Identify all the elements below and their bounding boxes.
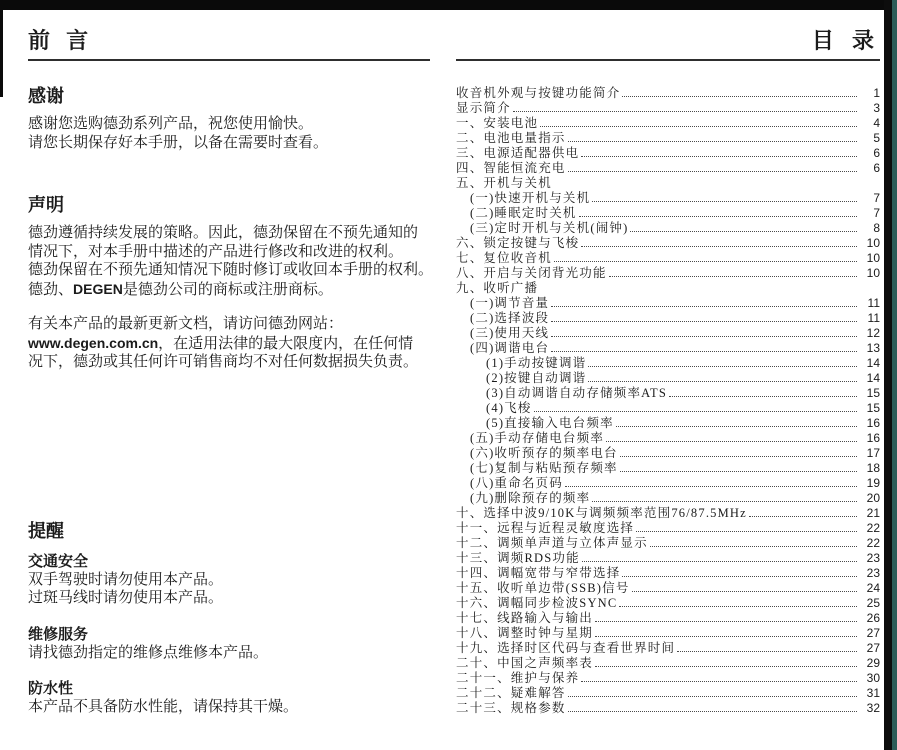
toc-entry: [456, 506, 880, 521]
toc-page-number: 10: [866, 266, 880, 280]
toc-entry-title: (5)直接输入电台频率: [486, 416, 614, 430]
toc-dot-leader: [630, 231, 857, 232]
right-border-bar: [884, 0, 892, 750]
toc-dot-leader: [749, 516, 857, 517]
toc-dot-leader: [551, 336, 857, 337]
toc-page-number: 27: [866, 626, 880, 640]
line-segment: 是德劲公司的商标或注册商标。: [122, 281, 333, 298]
toc-entry-title: 五、开机与关机: [456, 176, 552, 190]
toc-entry: [456, 641, 880, 656]
paragraph-line: 本产品不具备防水性能，请保持其干燥。: [28, 699, 299, 715]
toc-entry: [456, 656, 880, 671]
toc-page-number: 20: [866, 491, 880, 505]
toc-entry-title: 十、选择中波9/10K与调频频率范围76/87.5MHz: [456, 506, 747, 520]
paragraph-line: 有关本产品的最新更新文档，请访问德劲网站：: [28, 316, 344, 332]
right-edge-teal-strip: [892, 0, 897, 750]
paragraph-line: 双手驾驶时请勿使用本产品。: [28, 571, 224, 588]
toc-page-number: 22: [866, 536, 880, 550]
statement-paragraph-2: [28, 315, 430, 372]
line-segment: ，在适用法律的最大限度内，在任何情: [158, 335, 414, 352]
toc-dot-leader: [534, 411, 857, 412]
toc-page-number: 25: [866, 596, 880, 610]
toc-entry-title: 十二、调频单声道与立体声显示: [456, 536, 648, 550]
toc-page-number: 18: [866, 461, 880, 475]
toc-entry: [456, 341, 880, 356]
toc-entry-title: 二十三、规格参数: [456, 701, 566, 715]
toc-entry: [456, 521, 880, 536]
toc-dot-leader: [632, 591, 857, 592]
paragraph-line: 请找德劲指定的维修点维修本产品。: [28, 644, 269, 661]
toc-dot-leader: [669, 396, 857, 397]
toc-page-number: 7: [873, 191, 880, 205]
toc-dot-leader: [581, 246, 857, 247]
thanks-heading: 感谢: [28, 86, 64, 106]
paragraph-line: 况下，德劲或其任何许可销售商均不对任何数据损失负责。: [28, 354, 419, 370]
toc-page-number: 6: [873, 161, 880, 175]
toc-entry-title: 十三、调频RDS功能: [456, 551, 580, 565]
toc-entry-title: 三、电源适配器供电: [456, 146, 580, 160]
toc-entry: [456, 701, 880, 716]
toc-entry: [456, 536, 880, 551]
toc-title-rule: [456, 59, 880, 61]
toc-entry: [456, 161, 880, 176]
toc-dot-leader: [606, 441, 857, 442]
toc-page-number: 23: [866, 566, 880, 580]
remind-subheading: 维修服务: [28, 625, 89, 643]
toc-entry-title: 八、开启与关闭背光功能: [456, 266, 607, 280]
remind-block-traffic: [28, 552, 430, 608]
paragraph-line: 过斑马线时请勿使用本产品。: [28, 590, 224, 606]
toc-entry: [456, 86, 880, 101]
toc-entry-title: 收音机外观与按键功能简介: [456, 86, 621, 100]
toc-entry: [456, 431, 880, 446]
toc-entry: [456, 416, 880, 431]
toc-entry: [456, 296, 880, 311]
toc-page-number: 1: [873, 86, 880, 100]
toc-entry-title: (七)复制与粘贴预存频率: [470, 461, 618, 475]
toc-dot-leader: [622, 96, 857, 97]
toc-entry-title: 十六、调幅同步检波SYNC: [456, 596, 618, 610]
remind-block-waterproof: [28, 679, 430, 717]
preface-title: 前 言: [28, 28, 94, 53]
toc-entry: [456, 236, 880, 251]
toc-entry-title: (五)手动存储电台频率: [470, 431, 605, 445]
thanks-paragraph: [28, 115, 430, 152]
toc-dot-leader: [592, 501, 857, 502]
toc-entry: [456, 476, 880, 491]
toc-entry: [456, 581, 880, 596]
remind-heading: 提醒: [28, 520, 64, 541]
brand-name-bold: DEGEN: [73, 280, 123, 297]
toc-dot-leader: [582, 561, 857, 562]
toc-entry: [456, 371, 880, 386]
toc-entry-title: 十五、收听单边带(SSB)信号: [456, 581, 630, 595]
paragraph-line: [28, 334, 430, 354]
paragraph-line: 德劲保留在不预先通知情况下随时修订或收回本手册的权利。: [28, 262, 434, 278]
toc-dot-leader: [568, 711, 857, 712]
statement-paragraph-1: [28, 224, 434, 299]
toc-page-number: 5: [873, 131, 880, 145]
toc-entry: [456, 596, 880, 611]
toc-dot-leader: [581, 156, 857, 157]
toc-page-number: 3: [873, 101, 880, 115]
toc-entry-title: (2)按键自动调谐: [486, 371, 587, 385]
toc-dot-leader: [620, 456, 857, 457]
paragraph-line: 感谢您选购德劲系列产品，祝您使用愉快。: [28, 116, 314, 132]
toc-entry: [456, 311, 880, 326]
left-border-bar: [0, 0, 3, 97]
toc-page-number: 15: [866, 386, 880, 400]
toc-entry-title: 二、电池电量指示: [456, 131, 566, 145]
toc-dot-leader: [620, 471, 857, 472]
toc-dot-leader: [565, 486, 857, 487]
website-url-bold: www.degen.com.cn: [28, 334, 159, 351]
toc-entry-title: (九)删除预存的频率: [470, 491, 591, 505]
toc-page-number: 17: [866, 446, 880, 460]
toc-dot-leader: [619, 606, 857, 607]
toc-entry: [456, 446, 880, 461]
toc-entry-title: (八)重命名页码: [470, 476, 563, 490]
toc-entry-title: 二十、中国之声频率表: [456, 656, 594, 670]
toc-entry-title: 四、智能恒流充电: [456, 161, 566, 175]
toc-page-number: 4: [873, 116, 880, 130]
paragraph-line: [28, 280, 430, 300]
toc-dot-leader: [622, 576, 857, 577]
toc-dot-leader: [579, 216, 857, 217]
toc-dot-leader: [568, 696, 857, 697]
preface-column: [28, 26, 434, 717]
toc-entry-title: (三)定时开机与关机(闹钟): [470, 221, 629, 235]
toc-page-number: 23: [866, 551, 880, 565]
toc-entry-title: 一、安装电池: [456, 116, 539, 130]
toc-page-number: 6: [873, 146, 880, 160]
toc-entry-title: (3)自动调谐自动存储频率ATS: [486, 386, 668, 400]
toc-dot-leader: [551, 306, 857, 307]
toc-entry: [456, 101, 880, 116]
toc-dot-leader: [636, 531, 857, 532]
toc-page-number: 14: [866, 356, 880, 370]
toc-dot-leader: [513, 111, 857, 112]
toc-entry-title: 九、收听广播: [456, 281, 539, 295]
toc-dot-leader: [650, 546, 857, 547]
remind-subheading: 防水性: [28, 680, 74, 697]
toc-entry: [456, 386, 880, 401]
toc-page-number: 32: [866, 701, 880, 715]
toc-entry-title: 二十二、疑难解答: [456, 686, 566, 700]
toc-entry: [456, 176, 880, 191]
toc-page-number: 22: [866, 521, 880, 535]
toc-title: 目 录: [811, 28, 880, 53]
toc-entry-title: 二十一、维护与保养: [456, 671, 580, 685]
toc-entry: [456, 686, 880, 701]
toc-dot-leader: [677, 651, 857, 652]
toc-entry-title: 显示简介: [456, 101, 511, 115]
preface-title-rule: [28, 59, 430, 61]
toc-entry: [456, 326, 880, 341]
toc-entry-title: 十八、调整时钟与星期: [456, 626, 594, 640]
toc-dot-leader: [581, 681, 857, 682]
toc-list: [456, 86, 880, 716]
paragraph-line: 请您长期保存好本手册，以备在需要时查看。: [28, 134, 329, 151]
toc-entry: [456, 116, 880, 131]
toc-page-number: 21: [866, 506, 880, 520]
toc-dot-leader: [568, 171, 857, 172]
toc-dot-leader: [616, 426, 857, 427]
toc-page-number: 12: [866, 326, 880, 340]
toc-page-number: 16: [866, 431, 880, 445]
toc-entry-title: 六、锁定按键与飞梭: [456, 236, 580, 250]
toc-entry: [456, 251, 880, 266]
toc-page-number: 31: [866, 686, 880, 700]
toc-entry-title: (六)收听预存的频率电台: [470, 446, 618, 460]
toc-page-number: 11: [867, 311, 880, 325]
toc-page-number: 30: [866, 671, 880, 685]
toc-entry: [456, 626, 880, 641]
toc-entry-title: (三)使用天线: [470, 326, 550, 340]
toc-entry: [456, 611, 880, 626]
toc-entry: [456, 401, 880, 416]
toc-entry: [456, 206, 880, 221]
toc-column: [456, 26, 880, 716]
toc-entry: [456, 671, 880, 686]
toc-dot-leader: [595, 666, 857, 667]
toc-entry: [456, 356, 880, 371]
toc-entry: [456, 461, 880, 476]
toc-entry: [456, 551, 880, 566]
toc-entry-title: (二)选择波段: [470, 311, 550, 325]
toc-entry: [456, 146, 880, 161]
line-segment: 德劲、: [28, 281, 74, 298]
toc-entry-title: (1)手动按键调谐: [486, 356, 587, 370]
toc-dot-leader: [588, 366, 857, 367]
toc-entry-title: 十四、调幅宽带与窄带选择: [456, 566, 621, 580]
toc-page-number: 13: [866, 341, 880, 355]
toc-entry: [456, 191, 880, 206]
toc-page-number: 19: [866, 476, 880, 490]
top-border-bar: [0, 0, 892, 10]
toc-dot-leader: [592, 201, 857, 202]
toc-dot-leader: [588, 381, 857, 382]
toc-entry: [456, 266, 880, 281]
toc-entry: [456, 566, 880, 581]
toc-entry-title: 十一、远程与近程灵敏度选择: [456, 521, 635, 535]
toc-page-number: 24: [866, 581, 880, 595]
toc-entry: [456, 131, 880, 146]
remind-block-service: [28, 625, 430, 663]
paragraph-line: 情况下，对本手册中描述的产品进行修改和改进的权利。: [28, 243, 404, 260]
toc-page-number: 15: [866, 401, 880, 415]
toc-entry-title: (一)快速开机与关机: [470, 191, 591, 205]
toc-entry-title: 十七、线路输入与输出: [456, 611, 594, 625]
toc-entry-title: 七、复位收音机: [456, 251, 552, 265]
toc-page-number: 10: [866, 236, 880, 250]
toc-page-number: 26: [866, 611, 880, 625]
toc-dot-leader: [609, 276, 857, 277]
toc-dot-leader: [540, 126, 857, 127]
toc-page-number: 10: [866, 251, 880, 265]
toc-page-number: 8: [873, 221, 880, 235]
toc-entry: [456, 491, 880, 506]
toc-page-number: 27: [866, 641, 880, 655]
toc-page-number: 7: [873, 206, 880, 220]
toc-entry-title: (四)调谐电台: [470, 341, 550, 355]
statement-heading: 声明: [28, 195, 64, 215]
toc-dot-leader: [554, 261, 857, 262]
toc-entry-title: (4)飞梭: [486, 401, 532, 415]
toc-entry-title: (一)调节音量: [470, 296, 550, 310]
remind-subheading: 交通安全: [28, 552, 89, 570]
toc-entry-title: 十九、选择时区代码与查看世界时间: [456, 641, 676, 655]
toc-dot-leader: [595, 636, 857, 637]
paragraph-line: 德劲遵循持续发展的策略。因此，德劲保留在不预先通知的: [28, 225, 419, 241]
toc-entry: [456, 221, 880, 236]
toc-page-number: 11: [867, 296, 880, 310]
toc-entry: [456, 281, 880, 296]
toc-page-number: 29: [866, 656, 880, 670]
toc-dot-leader: [568, 141, 857, 142]
toc-dot-leader: [551, 321, 857, 322]
toc-dot-leader: [551, 351, 857, 352]
toc-page-number: 16: [866, 416, 880, 430]
toc-page-number: 14: [866, 371, 880, 385]
toc-dot-leader: [595, 621, 857, 622]
toc-entry-title: (二)睡眠定时关机: [470, 206, 577, 220]
